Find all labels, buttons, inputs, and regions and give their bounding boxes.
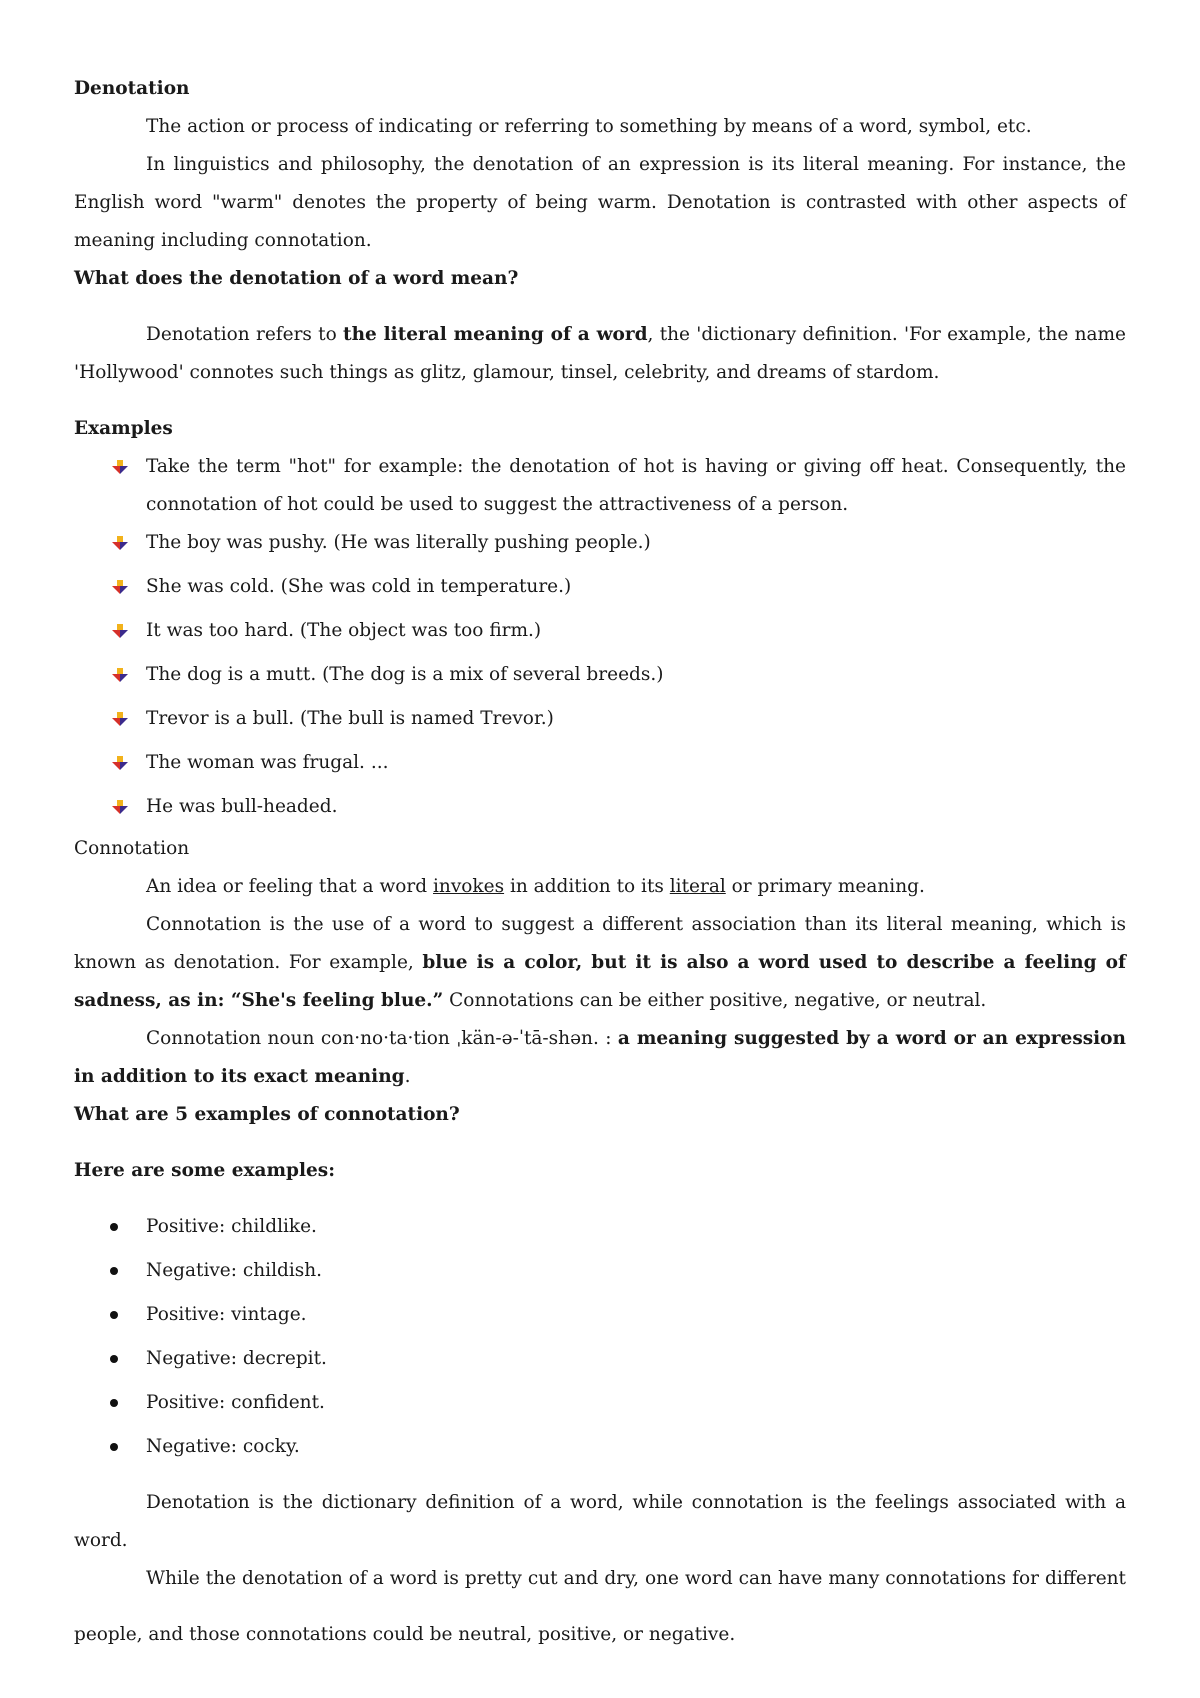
example-text: Positive: vintage. xyxy=(146,1304,307,1325)
example-text: Positive: confident. xyxy=(146,1392,325,1413)
connotation-examples-heading: Here are some examples: xyxy=(74,1160,336,1181)
summary-paragraph: Denotation is the dictionary definition of a word, while connotation is the feelings associated with a word. xyxy=(74,1492,1126,1551)
def-text-mid: in addition to its xyxy=(504,876,670,897)
answer-text-post: , the 'dictionary definition. 'For example, the name 'Hollywood' connotes such things as glitz, glamour, tinsel, celebrity, and dreams of stardom. xyxy=(74,324,1126,383)
list-item xyxy=(146,1296,1126,1334)
literal-link[interactable]: literal xyxy=(669,876,726,897)
example-text: The woman was frugal. ... xyxy=(146,752,389,773)
denotation-definition: The action or process of indicating or referring to something by means of a word, symbol, etc. xyxy=(146,116,1032,137)
p3-text-post: . xyxy=(404,1066,411,1087)
bullet-dot-icon xyxy=(110,1443,118,1451)
answer-text-pre: Denotation refers to xyxy=(146,324,344,345)
example-text: Positive: childlike. xyxy=(146,1216,317,1237)
example-text: Negative: cocky. xyxy=(146,1436,300,1457)
bullet-dot-icon xyxy=(110,1399,118,1407)
p3-text-bold: a meaning suggested by a word or an expression in addition to its exact meaning xyxy=(74,1028,1126,1087)
example-text: Negative: decrepit. xyxy=(146,1348,327,1369)
def-text-pre: An idea or feeling that a word xyxy=(146,876,433,897)
connotation-examples-list xyxy=(74,1208,1126,1466)
denotation-answer-paragraph xyxy=(74,316,1126,392)
connotation-explanation-paragraph xyxy=(74,906,1126,1020)
example-text: Trevor is a bull. (The bull is named Trevor.) xyxy=(146,708,554,729)
example-text: It was too hard. (The object was too firm.) xyxy=(146,620,542,641)
list-item xyxy=(146,788,1126,826)
example-text: Take the term "hot" for example: the denotation of hot is having or giving off heat. Consequently, the connotation of hot could be used to suggest the attractiveness of a person. xyxy=(146,456,1126,515)
p3-text-pre: Connotation noun con·no·ta·tion ˌkän-ə-ˈtā-shən. : xyxy=(146,1028,618,1049)
arrow-bullet-icon xyxy=(112,580,128,594)
connotation-dictionary-paragraph xyxy=(74,1020,1126,1096)
list-item xyxy=(146,1428,1126,1466)
bullet-dot-icon xyxy=(110,1311,118,1319)
bullet-dot-icon xyxy=(110,1223,118,1231)
list-item xyxy=(146,1340,1126,1378)
arrow-bullet-icon xyxy=(112,668,128,682)
example-text: She was cold. (She was cold in temperature.) xyxy=(146,576,572,597)
arrow-bullet-icon xyxy=(112,712,128,726)
examples-heading: Examples xyxy=(74,418,173,439)
example-text: The boy was pushy. (He was literally pushing people.) xyxy=(146,532,651,553)
connotation-heading: Connotation xyxy=(74,838,190,859)
denotation-heading: Denotation xyxy=(74,78,190,99)
arrow-bullet-icon xyxy=(112,756,128,770)
list-item xyxy=(146,524,1126,562)
bullet-dot-icon xyxy=(110,1355,118,1363)
connotation-definition xyxy=(74,868,1126,906)
p2-text-post: Connotations can be either positive, negative, or neutral. xyxy=(443,990,987,1011)
p2-text-bold: blue is a color, but it is also a word used to describe a feeling of sadness, as in: “She's feeling blue.” xyxy=(74,952,1126,1011)
denotation-linguistics-paragraph: In linguistics and philosophy, the denotation of an expression is its literal meaning. For instance, the English word "warm" denotes the property of being warm. Denotation is contrasted with other aspects of meaning including connotation. xyxy=(74,154,1126,251)
denotation-question-heading: What does the denotation of a word mean? xyxy=(74,268,519,289)
arrow-bullet-icon xyxy=(112,460,128,474)
bullet-dot-icon xyxy=(110,1267,118,1275)
denotation-examples-list xyxy=(74,448,1126,826)
list-item xyxy=(146,612,1126,650)
list-item xyxy=(146,568,1126,606)
example-text: He was bull-headed. xyxy=(146,796,338,817)
closing-line-2: people, and those connotations could be neutral, positive, or negative. xyxy=(74,1624,736,1645)
arrow-bullet-icon xyxy=(112,800,128,814)
invokes-link[interactable]: invokes xyxy=(433,876,505,897)
arrow-bullet-icon xyxy=(112,624,128,638)
connotation-question-heading: What are 5 examples of connotation? xyxy=(74,1104,460,1125)
answer-text-bold: the literal meaning of a word xyxy=(343,324,648,345)
arrow-bullet-icon xyxy=(112,536,128,550)
list-item xyxy=(146,744,1126,782)
list-item xyxy=(146,1384,1126,1422)
list-item xyxy=(146,448,1126,524)
closing-line-1: While the denotation of a word is pretty cut and dry, one word can have many connotations for different xyxy=(146,1568,1126,1589)
list-item xyxy=(146,1208,1126,1246)
example-text: The dog is a mutt. (The dog is a mix of several breeds.) xyxy=(146,664,664,685)
list-item xyxy=(146,700,1126,738)
list-item xyxy=(146,1252,1126,1290)
list-item xyxy=(146,656,1126,694)
p2-text-pre: Connotation is the use of a word to suggest a different association than its literal meaning, which is known as denotation. For example, xyxy=(74,914,1126,973)
def-text-post: or primary meaning. xyxy=(725,876,925,897)
example-text: Negative: childish. xyxy=(146,1260,323,1281)
